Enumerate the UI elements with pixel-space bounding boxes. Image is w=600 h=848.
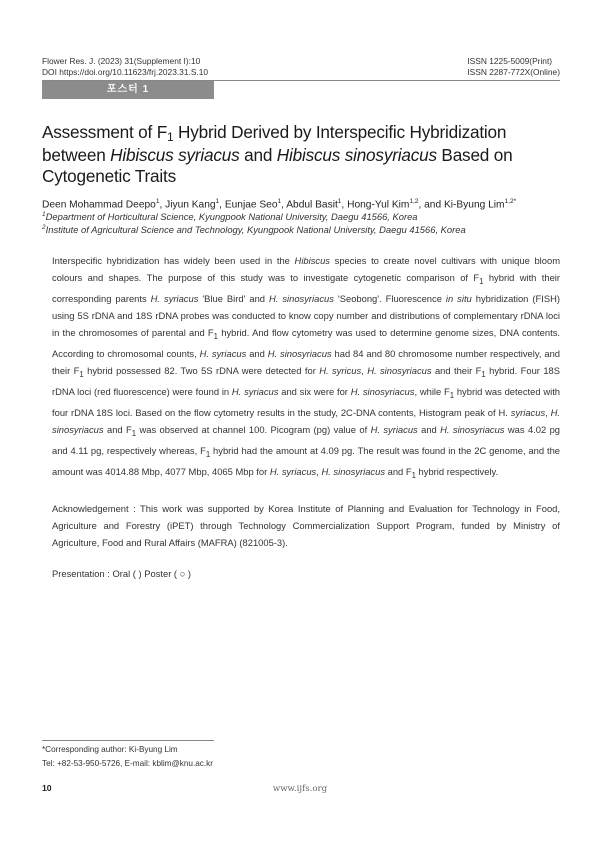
species-name: Hibiscus syriacus [110,145,240,165]
presentation-type: Presentation : Oral ( ) Poster ( ○ ) [52,568,192,579]
author: Jiyun Kang [165,199,216,211]
author: Deen Mohammad Deepo [42,199,156,211]
issn-block [467,56,560,78]
affiliation-2: $^2$Institute of Agricultural Science and Technology, Kyungpook National University, Daegu 41566, Korea [42,224,466,236]
corresponding-author: *Corresponding author: Ki-Byung Lim [42,745,178,754]
acknowledgement: Acknowledgement : This work was supported by Korea Institute of Planning and Evaluation for Technology in Food, Agriculture and Forestry (iPET) through Technology Commercialization Support Program, funded by Ministry of Agriculture, Food and Rural Affairs (MAFRA) (821005-3). [52,503,560,549]
contact-info: Tel: +82-53-950-5726, E-mail: kblim@knu.ac.kr [42,759,213,768]
session-badge: 포스터 1 [42,81,214,99]
author: Ki-Byung Lim [443,199,505,211]
journal-website[interactable]: www.ijfs.org [272,784,328,794]
paper-title: Assessment of F1 Hybrid Derived by Interspecific Hybridization between Hibiscus syriacus and Hibiscus sinosyriacus Based on Cytogenetic Traits [42,122,513,186]
species-name: Hibiscus sinosyriacus [276,145,437,165]
doi-link[interactable]: DOI https://doi.org/10.11623/frj.2023.31.S.10 [42,67,209,77]
issn-print: ISSN 1225-5009(Print) [467,56,553,66]
abstract-text: Interspecific hybridization has widely been used in the Hibiscus species to create novel cultivars with unique bloom colours and shapes. The purpose of this study was to investigate cytogenetic comparison of $F_1$ hybrid with their corresponding parents H. syriacus 'Blue Bird' and H. sinosyriacus 'Seobong'. Fluorescence in situ hybridization (FISH) using 5S rDNA and 18S rDNA probes was conducted to know copy number and distributions of complementary rDNA loci in the chromosomes of parental and $F_1$ hybrid. And flow cytometry was used to determine genome sizes, DNA contents. According to chromosomal counts, H. syriacus and H. sinosyriacus had 84 and 80 chromosome number respectively, and their $F_1$ hybrid possessed 82. Two 5S rDNA were detected for H. syricus, H. sinosyriacus and their $F_1$ hybrid. Four 18S rDNA loci (red fluorescence) were found in H. syriacus and six were for H. sinosyriacus, while $F_1$ hybrid was detected with four rDNA 18S loci. Based on the flow cytometry results in the study, 2C-DNA contents, Histogram peak of H. syriacus, H. sinosyriacus and $F_1$ was observed at channel 100. Picogram (pg) value of H. syriacus and H. sinosyriacus was 4.02 pg and 4.11 pg, respectively whereas, $F_1$ hybrid had the amount at 4.09 pg. The result was found in the 2C genome, and the amount was 4014.88 Mbp, 4077 Mbp, 4065 Mbp for H. syriacus, H. sinosyriacus and $F_1$ hybrid respectively. [52,255,561,481]
affiliation-1: $^1$Department of Horticultural Science, Kyungpook National University, Daegu 41566, Korea [42,211,418,223]
author: Abdul Basit [286,199,338,211]
author-list: Deen Mohammad Deepo$^1$, Jiyun Kang$^1$, Eunjae Seo$^1$, Abdul Basit$^1$, Hong-Yul Kim$^{1,2}$, and Ki-Byung Lim$^{1,2*}$ [42,198,517,211]
journal-header [42,56,208,78]
issn-online: ISSN 2287-772X(Online) [467,67,560,77]
page-number: 10 [42,783,52,793]
author: Hong-Yul Kim [347,199,410,211]
footnote-divider [42,740,214,741]
author: Eunjae Seo [224,199,278,211]
journal-citation: Flower Res. J. (2023) 31(Supplement I):10 [42,56,201,66]
